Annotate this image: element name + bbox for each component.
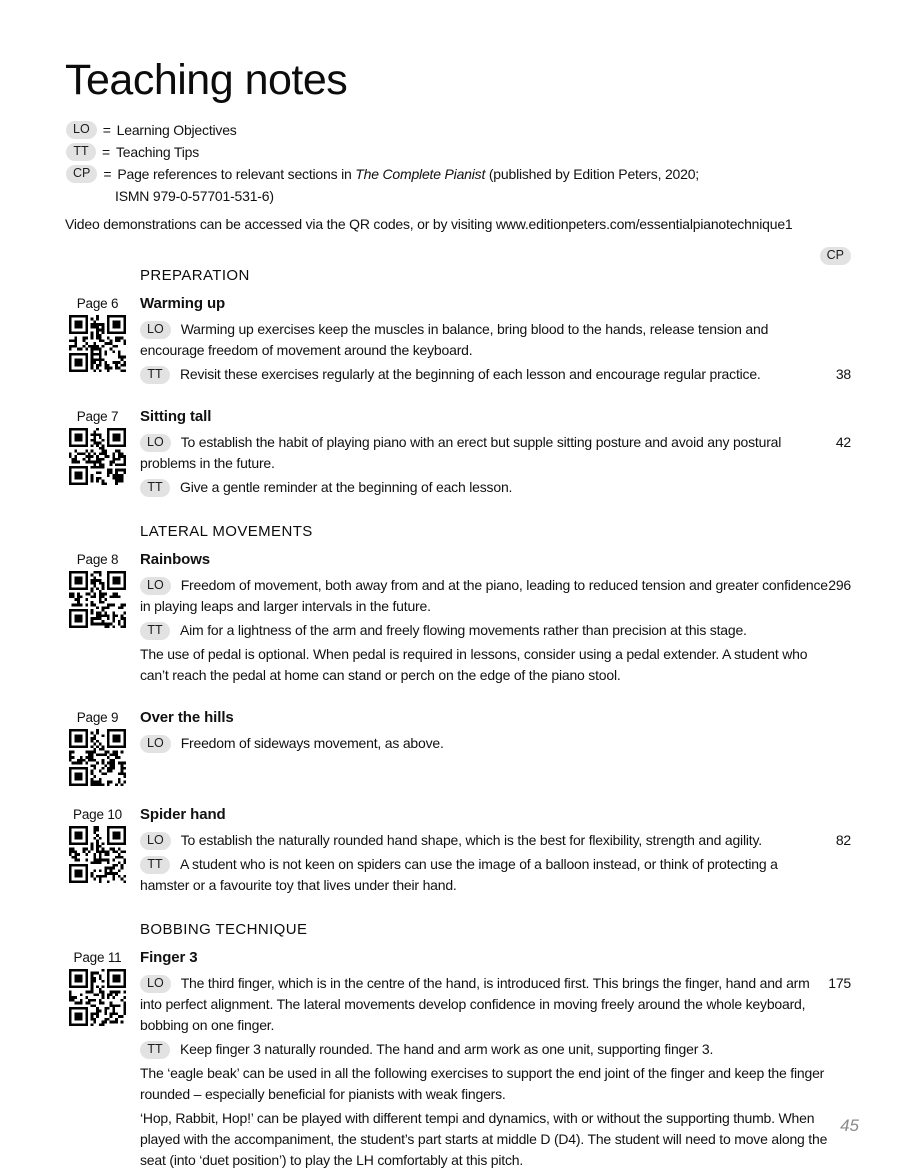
lo-badge: LO [140, 321, 171, 339]
page-reference-label: Page 9 [76, 710, 119, 725]
tt-block [140, 364, 851, 385]
video-demonstrations-note: Video demonstrations can be accessed via the QR codes, or by visiting www.editionpeters.com/essentialpianotechnique1 [65, 216, 793, 232]
entry-gutter [65, 806, 140, 899]
entry-body [140, 408, 851, 501]
cp-badge: CP [820, 247, 851, 265]
entry-title: Spider hand [140, 806, 226, 823]
legend-cp-continuation: ISMN 979-0-57701-531-6) [115, 188, 274, 204]
note-paragraph [140, 1108, 830, 1171]
tt-block [140, 1039, 830, 1060]
entry-gutter [65, 295, 140, 388]
tt-block [140, 477, 830, 498]
book-title: The Complete Pianist [355, 166, 486, 182]
tt-badge: TT [140, 479, 170, 497]
entry [65, 806, 851, 899]
entry-title: Sitting tall [140, 408, 212, 425]
lo-badge: LO [140, 577, 171, 595]
tt-badge: TT [140, 1041, 170, 1059]
entry [65, 295, 851, 388]
cp-page-number: 175 [828, 975, 851, 991]
lo-badge: LO [140, 735, 171, 753]
page-reference-label: Page 11 [73, 950, 122, 965]
entry-title: Warming up [140, 295, 226, 312]
block-text: To establish the habit of playing piano with an erect but supple sitting posture and avoid any postural problems in the future. [140, 434, 782, 471]
lo-block [140, 432, 851, 474]
entry [65, 709, 851, 786]
equals-sign: = [103, 166, 112, 182]
lo-badge: LO [140, 434, 171, 452]
lo-block [140, 830, 851, 851]
tt-badge: TT [140, 622, 170, 640]
cp-page-number: 82 [835, 832, 851, 848]
lo-badge: LO [66, 121, 97, 139]
block-text: To establish the naturally rounded hand shape, which is the best for flexibility, strength and agility. [180, 832, 762, 848]
legend-row-cp [66, 163, 851, 185]
cp-page-number: 38 [835, 366, 851, 382]
tt-badge: TT [140, 366, 170, 384]
entry-gutter [65, 949, 140, 1174]
cp-column-header [65, 247, 851, 265]
page-title: Teaching notes [65, 56, 348, 104]
legend-lo-text: Learning Objectives [116, 122, 237, 138]
equals-sign: = [102, 144, 110, 160]
section-heading: LATERAL MOVEMENTS [140, 523, 313, 540]
tt-block [140, 620, 830, 641]
block-text: Warming up exercises keep the muscles in balance, bring blood to the hands, release tension and encourage freedom of movement around the keyboard. [140, 321, 769, 358]
section-heading: PREPARATION [140, 267, 250, 284]
page-reference-label: Page 6 [76, 296, 119, 311]
block-text: Aim for a lightness of the arm and freely flowing movements rather than precision at this stage. [180, 622, 747, 638]
entry [65, 949, 851, 1174]
qr-code [69, 315, 126, 372]
block-text: Freedom of movement, both away from and at the piano, leading to reduced tension and greater confidence in playing leaps and larger intervals in the future. [140, 577, 828, 614]
entry [65, 408, 851, 501]
entry-body [140, 806, 851, 899]
lo-block [140, 733, 830, 754]
note-paragraph [140, 1063, 830, 1105]
lo-block [140, 319, 830, 361]
page-reference-label: Page 7 [76, 409, 119, 424]
block-text: The ‘eagle beak’ can be used in all the following exercises to support the end joint of the finger and keep the finger rounded – especially beneficial for pianists with weak fingers. [140, 1065, 825, 1102]
block-text: The third finger, which is in the centre of the hand, is introduced first. This brings the finger, hand and arm into perfect alignment. The lateral movements develop confidence in moving freely around the whole keyboard, bobbing on one finger. [140, 975, 810, 1033]
qr-code [69, 969, 126, 1026]
qr-code [69, 571, 126, 628]
entry-body [140, 295, 851, 388]
block-text: A student who is not keen on spiders can use the image of a balloon instead, or think of protecting a hamster or a favourite toy that lives under their hand. [140, 856, 778, 893]
entry [65, 551, 851, 689]
entry-body [140, 709, 830, 786]
block-text: The use of pedal is optional. When pedal is required in lessons, consider using a pedal extender. A student who can’t reach the pedal at home can stand or perch on the edge of the piano stool. [140, 646, 808, 683]
legend-cp-text: Page references to relevant sections in The Complete Pianist (published by Edition Peters, 2020; [117, 166, 699, 182]
lo-badge: LO [140, 832, 171, 850]
tt-block [140, 854, 830, 896]
note-paragraph [140, 644, 830, 686]
qr-code [69, 826, 126, 883]
legend [65, 119, 851, 235]
cp-page-number: 296 [828, 577, 851, 593]
entry-title: Rainbows [140, 551, 211, 568]
folio-page-number: 45 [840, 1116, 859, 1135]
block-text: Give a gentle reminder at the beginning of each lesson. [180, 479, 513, 495]
entry-gutter [65, 551, 140, 689]
cp-badge: CP [66, 165, 97, 183]
tt-badge: TT [66, 143, 96, 161]
qr-code [69, 428, 126, 485]
tt-badge: TT [140, 856, 170, 874]
lo-block [140, 973, 851, 1036]
lo-block [140, 575, 851, 617]
legend-row-lo [66, 119, 851, 141]
legend-tt-text: Teaching Tips [115, 144, 199, 160]
entry-title: Over the hills [140, 709, 234, 726]
section-heading: BOBBING TECHNIQUE [140, 921, 308, 938]
entry-title: Finger 3 [140, 949, 198, 966]
block-text: Revisit these exercises regularly at the beginning of each lesson and encourage regular practice. [180, 366, 761, 382]
lo-badge: LO [140, 975, 171, 993]
block-text: Keep finger 3 naturally rounded. The hand and arm work as one unit, supporting finger 3. [180, 1041, 714, 1057]
page-reference-label: Page 10 [73, 807, 122, 822]
cp-page-number: 42 [835, 434, 851, 450]
entry-gutter [65, 709, 140, 786]
block-text: Freedom of sideways movement, as above. [180, 735, 444, 751]
teaching-notes-content [65, 267, 851, 1174]
block-text: ‘Hop, Rabbit, Hop!’ can be played with different tempi and dynamics, with or without the supporting thumb. When played with the accompaniment, the student’s part starts at middle D (D4). The student will need to move along the seat (into ‘duet position’) to play the LH comfortably at this pitch. [140, 1110, 828, 1168]
entry-gutter [65, 408, 140, 501]
qr-code [69, 729, 126, 786]
entry-body [140, 551, 851, 689]
legend-row-tt [66, 141, 851, 163]
equals-sign: = [102, 122, 111, 138]
page-reference-label: Page 8 [76, 552, 119, 567]
